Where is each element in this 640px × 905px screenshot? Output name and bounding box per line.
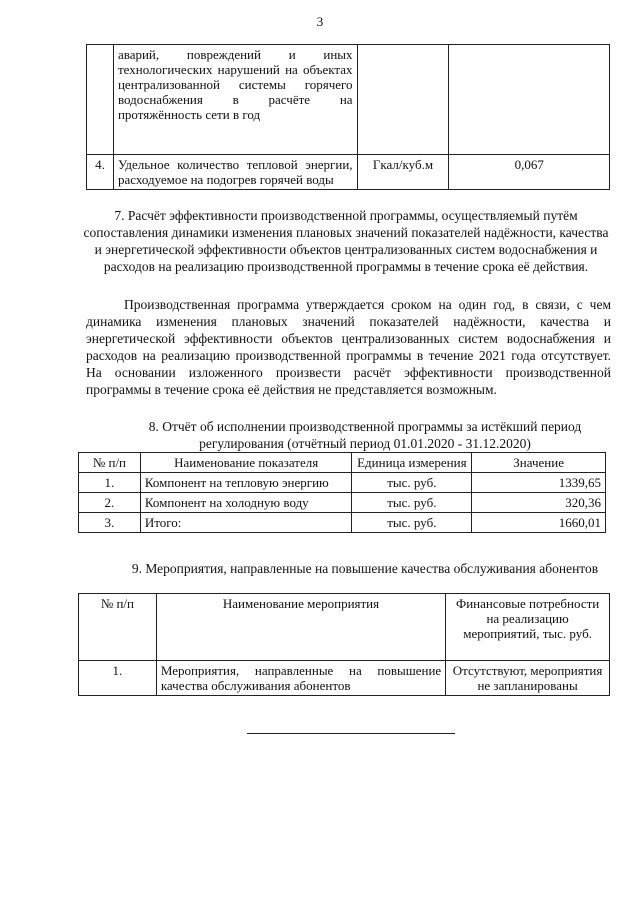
indicator-unit: Гкал/куб.м: [357, 155, 449, 190]
section-8-heading: 8. Отчёт об исполнении производственной программы за истёкший период регулирования (отчётный период 01.01.2020 - 31.12.2020): [148, 419, 582, 451]
indicator-value: 320,36: [472, 493, 606, 513]
indicator-value: [449, 45, 610, 155]
indicator-name: Компонент на холодную воду: [140, 493, 352, 513]
indicator-unit: тыс. руб.: [352, 513, 472, 533]
section-7-heading: 7. Расчёт эффективности производственной программы, осуществляемый путём сопоставления динамики изменения плановых значений показателей надёжности, качества и энергетической эффективности объектов централизованных систем водоснабжения и расходов на реализацию производственной программы в течение срока её действия.: [83, 208, 609, 274]
row-number: [87, 45, 114, 155]
table-row: [79, 473, 606, 493]
row-number: 1.: [79, 473, 141, 493]
row-number: 2.: [79, 493, 141, 513]
table-header-row: [79, 453, 606, 473]
measure-finance: Отсутствуют, мероприятия не запланированы: [446, 661, 610, 696]
program-report-table: [78, 452, 606, 533]
indicator-name: аварий, повреждений и иных технологических нарушений на объектах централизованной системы горячего водоснабжения в расчёте на протяжённость сети в год: [113, 45, 357, 155]
table-row: [87, 45, 610, 155]
header-num: № п/п: [79, 594, 157, 661]
row-number: 1.: [79, 661, 157, 696]
indicator-name: Итого:: [140, 513, 352, 533]
header-num: № п/п: [79, 453, 141, 473]
indicators-table-continued: [86, 44, 610, 190]
service-measures-table: [78, 593, 610, 696]
indicator-name: Удельное количество тепловой энергии, расходуемое на подогрев горячей воды: [113, 155, 357, 190]
section-9-heading: 9. Мероприятия, направленные на повышение качества обслуживания абонентов: [131, 561, 599, 576]
indicator-name: Компонент на тепловую энергию: [140, 473, 352, 493]
table-row: [79, 493, 606, 513]
header-name: Наименование показателя: [140, 453, 352, 473]
section-7-paragraph: [86, 296, 611, 398]
header-unit: Единица измерения: [352, 453, 472, 473]
header-value: Значение: [472, 453, 606, 473]
measure-name: Мероприятия, направленные на повышение качества обслуживания абонентов: [156, 661, 445, 696]
indicator-unit: [357, 45, 449, 155]
row-number: 3.: [79, 513, 141, 533]
section-7-paragraph-text: Производственная программа утверждается сроком на один год, в связи, с чем динамика изменения плановых значений показателей надёжности, качества и энергетической эффективности объектов централизованных систем водоснабжения и расходов на реализацию производственной программы в течение 2021 года отсутствует. На основании изложенного произвести расчёт эффективности производственной программы в течение срока её действия не представляется возможным.: [86, 297, 611, 397]
indicator-value: 1339,65: [472, 473, 606, 493]
end-rule: [247, 733, 455, 734]
header-name: Наименование мероприятия: [156, 594, 445, 661]
indicator-value: 1660,01: [472, 513, 606, 533]
table-row: [79, 661, 610, 696]
page-number: 3: [316, 14, 324, 29]
row-number: 4.: [87, 155, 114, 190]
table-header-row: [79, 594, 610, 661]
indicator-unit: тыс. руб.: [352, 473, 472, 493]
header-finance: Финансовые потребности на реализацию мероприятий, тыс. руб.: [446, 594, 610, 661]
indicator-value: 0,067: [449, 155, 610, 190]
indicator-unit: тыс. руб.: [352, 493, 472, 513]
table-row: [87, 155, 610, 190]
table-row: [79, 513, 606, 533]
